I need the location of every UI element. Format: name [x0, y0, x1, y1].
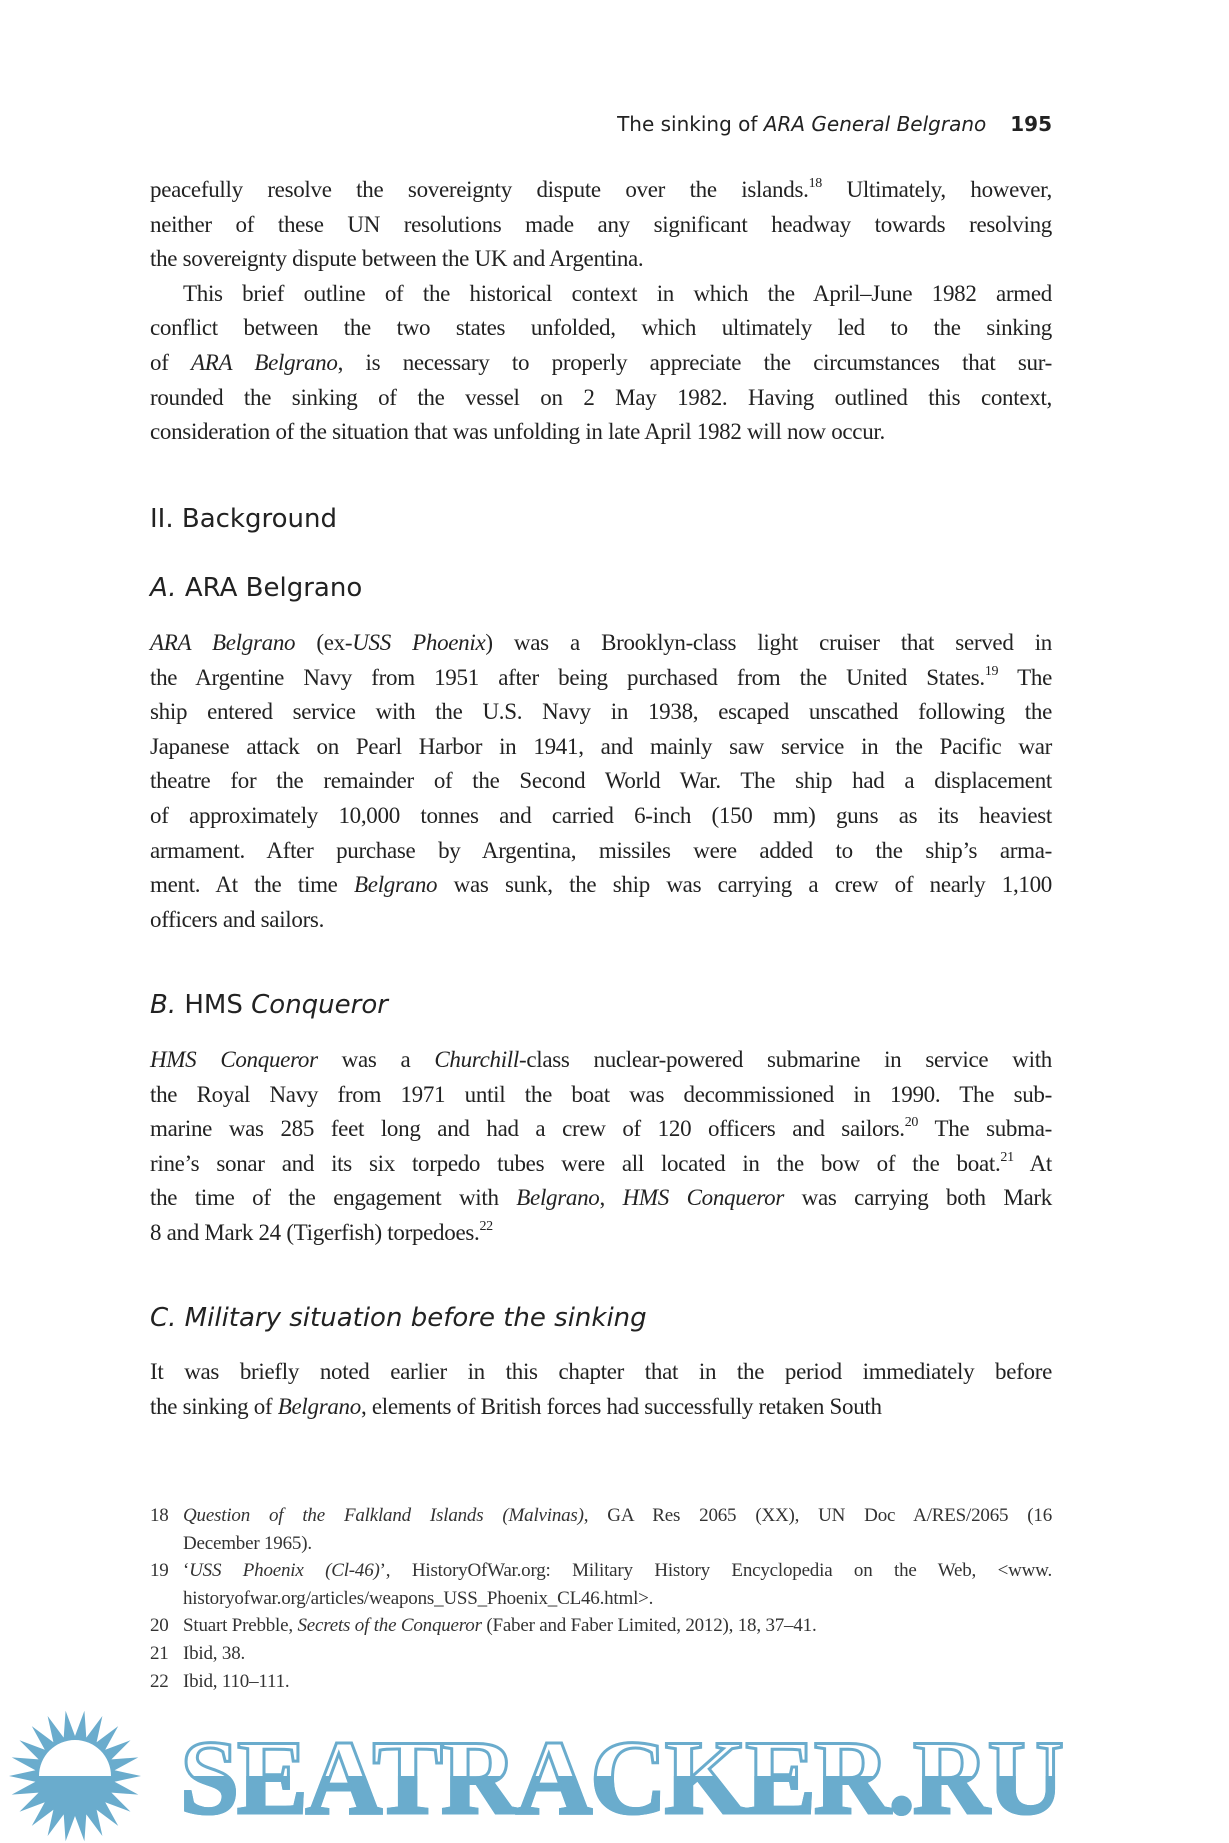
text-run: USS Phoenix [352, 630, 486, 655]
text-run: 8 and Mark 24 (Tigerfish) torpedoes. [150, 1219, 480, 1245]
page-number: 195 [1010, 112, 1052, 136]
text-run: ’, HistoryOfWar.org: Military History Encyclopedia on the Web, <www. [379, 1560, 1053, 1582]
text-line [183, 1502, 1052, 1530]
text-run: Ibid, 38. [183, 1642, 246, 1664]
text-line [183, 1640, 1052, 1668]
text-run: HMS Conqueror [622, 1185, 785, 1211]
text-run: Belgrano [354, 872, 438, 898]
text-line [150, 277, 1052, 312]
footnote [150, 1640, 1052, 1668]
footnote-ref[interactable]: 21 [1000, 1149, 1014, 1165]
paragraph-intro [150, 173, 1052, 450]
footnote-number: 22 [150, 1670, 169, 1692]
text-run: the sovereignty dispute between the UK and Argentina. [150, 246, 644, 272]
text-run: the time of the engagement with [150, 1185, 517, 1211]
text-line [150, 764, 1052, 799]
text-run: the Argentine Navy from 1951 after being purchased from the United States. [150, 664, 985, 690]
text-run: (Faber and Faber Limited, 2012), 18, 37–41. [481, 1615, 817, 1637]
text-line [150, 242, 1052, 277]
text-line [150, 868, 1052, 903]
text-run: ship entered service with the U.S. Navy in 1938, escaped unscathed following the [150, 699, 1052, 725]
text-run: USS Phoenix (Cl-46) [189, 1560, 380, 1582]
text-run: Ultimately, however, [821, 177, 1052, 202]
heading-label: A. [150, 573, 177, 603]
text-run: marine was 285 feet long and had a crew of 120 officers and sailors. [150, 1116, 905, 1142]
text-line [150, 661, 1052, 696]
text-run: peacefully resolve the sovereignty dispute over the islands. [150, 177, 809, 202]
text-run: , elements of British forces had successfully retaken South [360, 1393, 882, 1419]
text-line [150, 626, 1052, 661]
text-run: This brief outline of the historical context in which the April–June 1982 armed [183, 280, 1052, 306]
text-line [183, 1612, 1052, 1640]
footnote-ref[interactable]: 19 [984, 663, 999, 679]
text-line [150, 1355, 1052, 1390]
text-line [150, 1216, 1052, 1251]
text-line [150, 1390, 1052, 1425]
paragraph-conqueror [150, 1043, 1052, 1251]
text-run: -class nuclear-powered submarine in service with [518, 1047, 1052, 1072]
text-run: Belgrano [277, 1393, 361, 1419]
footnote-number: 19 [150, 1560, 169, 1582]
heading-title: HMS [184, 990, 243, 1020]
text-line [150, 415, 1052, 450]
text-run: ARA Belgrano [191, 349, 338, 375]
text-run: , is necessary to properly appreciate the circumstances that sur- [337, 349, 1053, 375]
footnotes [150, 1502, 1052, 1695]
subsection-heading-c: C. Military situation before the sinking [150, 1303, 647, 1333]
text-line [150, 173, 1052, 208]
text-run: ARA Belgrano [150, 630, 296, 655]
text-run: Question of the Falkland Islands (Malvinas) [183, 1505, 584, 1526]
text-run: the Royal Navy from 1971 until the boat was decommissioned in 1990. The sub- [150, 1081, 1052, 1107]
text-line [150, 1181, 1052, 1216]
footnote [150, 1668, 1052, 1696]
heading-title: ARA Belgrano [184, 573, 363, 603]
text-line [150, 1147, 1052, 1182]
text-line [150, 1043, 1052, 1078]
text-run: The [998, 664, 1052, 690]
text-run: ‘ [183, 1560, 190, 1582]
text-run: officers and sailors. [150, 906, 325, 932]
heading-label: B. [150, 990, 177, 1020]
footnote-ref[interactable]: 18 [808, 176, 822, 191]
text-line [183, 1668, 1052, 1696]
text-run: of approximately 10,000 tonnes and carried 6-inch (150 mm) guns as its heaviest [150, 802, 1052, 828]
text-line [150, 346, 1052, 381]
seatracker-sun-logo-icon [0, 1708, 160, 1843]
footnote-ref[interactable]: 22 [479, 1218, 493, 1234]
text-run: ) was a Brooklyn-class light cruiser that served in [485, 630, 1053, 655]
text-line [150, 311, 1052, 346]
text-run: Belgrano [516, 1185, 600, 1211]
text-run: conflict between the two states unfolded, which ultimately led to the sinking [150, 315, 1052, 341]
text-line [150, 730, 1052, 765]
text-run: Stuart Prebble, [183, 1615, 298, 1637]
paragraph-belgrano [150, 626, 1052, 937]
text-line [150, 903, 1052, 938]
text-run: , GA Res 2065 (XX), UN Doc A/RES/2065 (16 [583, 1505, 1052, 1526]
text-run: ment. At the time [150, 872, 355, 898]
running-title: The sinking of [617, 112, 764, 136]
footnote [150, 1502, 1052, 1557]
text-run: the sinking of [150, 1393, 278, 1419]
text-run: , [599, 1185, 623, 1211]
text-run: HMS Conqueror [150, 1047, 318, 1072]
text-line [150, 381, 1052, 416]
text-line [150, 1112, 1052, 1147]
text-line [150, 799, 1052, 834]
text-run: consideration of the situation that was unfolding in late April 1982 will now occur. [150, 419, 885, 445]
text-line [150, 834, 1052, 869]
text-run: Japanese attack on Pearl Harbor in 1941, and mainly saw service in the Pacific war [150, 733, 1052, 759]
text-run: of [150, 349, 192, 375]
subsection-heading-b [150, 988, 388, 1022]
text-run: At [1013, 1150, 1052, 1176]
text-line [183, 1557, 1052, 1585]
text-run: It was briefly noted earlier in this chapter that in the period immediately before [150, 1359, 1052, 1384]
text-line [150, 695, 1052, 730]
watermark-text: SEATRACKER.RU [180, 1722, 1210, 1834]
footnote-number: 18 [150, 1505, 169, 1526]
running-title-italic: ARA General Belgrano [763, 112, 987, 136]
text-line [183, 1585, 1052, 1613]
subsection-heading-a [150, 571, 362, 605]
text-line [150, 1078, 1052, 1113]
text-run: The subma- [918, 1116, 1052, 1142]
text-run: (ex- [295, 630, 353, 655]
footnote-number: 21 [150, 1642, 169, 1664]
text-run: Churchill [434, 1047, 519, 1072]
text-run: theatre for the remainder of the Second World War. The ship had a displacement [150, 768, 1052, 794]
text-run: was sunk, the ship was carrying a crew of nearly 1,100 [437, 872, 1052, 898]
text-line [183, 1530, 1052, 1558]
text-run: December 1965). [183, 1532, 312, 1554]
text-line [150, 208, 1052, 243]
text-run: rounded the sinking of the vessel on 2 May 1982. Having outlined this context, [150, 384, 1052, 410]
text-run: armament. After purchase by Argentina, missiles were added to the ship’s arma- [150, 837, 1052, 863]
running-header [617, 112, 1052, 136]
text-run: was a [317, 1047, 435, 1072]
text-run: Secrets of the Conqueror [297, 1615, 482, 1637]
heading-title-italic: Conqueror [251, 990, 388, 1020]
text-run: historyofwar.org/articles/weapons_USS_Phoenix_CL46.html>. [183, 1587, 654, 1609]
text-run: Ibid, 110–111. [183, 1670, 290, 1692]
footnote-number: 20 [150, 1615, 169, 1637]
footnote-ref[interactable]: 20 [904, 1115, 919, 1131]
text-run: was carrying both Mark [784, 1185, 1052, 1211]
footnote [150, 1557, 1052, 1612]
footnote [150, 1612, 1052, 1640]
text-run: rine’s sonar and its six torpedo tubes were all located in the bow of the boat. [150, 1150, 1001, 1176]
text-run: neither of these UN resolutions made any significant headway towards resolving [150, 211, 1052, 237]
section-heading: II. Background [150, 504, 337, 534]
paragraph-military-situation [150, 1355, 1052, 1424]
